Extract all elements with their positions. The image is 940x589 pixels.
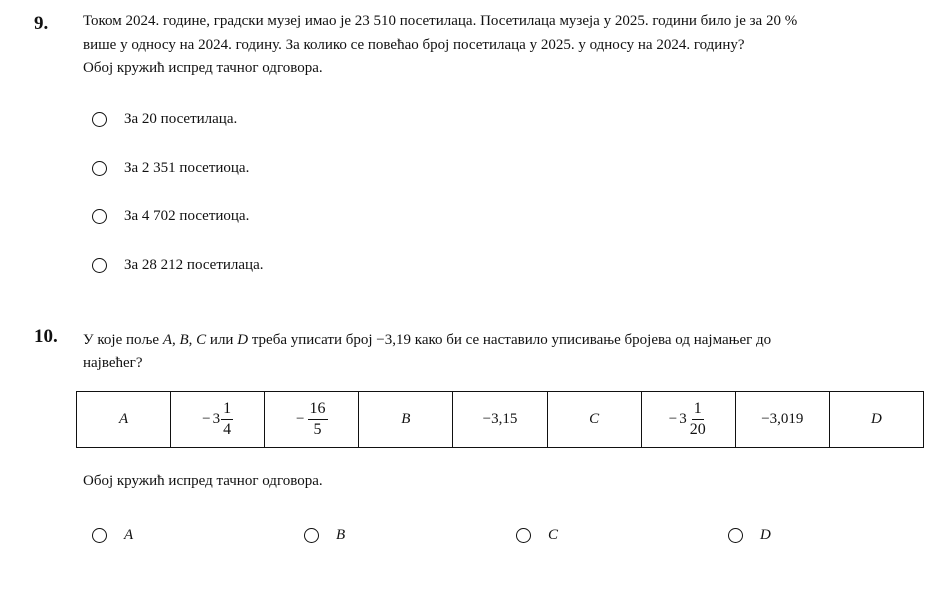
- q9-option-1[interactable]: [92, 111, 237, 128]
- q9-option-4[interactable]: [92, 257, 263, 274]
- q9-option-4-label: За 28 212 посетилаца.: [124, 257, 264, 273]
- table-row: [77, 392, 924, 448]
- radio-circle-icon[interactable]: [92, 112, 107, 127]
- numerator: 1: [221, 399, 233, 420]
- numerator: 1: [692, 399, 704, 420]
- minus-sign: −: [296, 411, 305, 427]
- denominator: 20: [689, 421, 706, 438]
- cell-decimal-3-15: −3,15: [453, 392, 547, 448]
- cell-mixed-3-1-20: [641, 392, 735, 448]
- question-10-instruction: Обој кружић испред тачног одговора.: [83, 473, 323, 489]
- q10-option-d-label: D: [760, 527, 771, 543]
- question-9-number: 9.: [34, 13, 49, 34]
- q10-option-b[interactable]: [304, 527, 345, 544]
- number-sequence-table: [76, 391, 924, 448]
- q10-text-or: или: [206, 332, 238, 348]
- denominator: 5: [313, 421, 322, 438]
- whole-part: 3: [679, 411, 687, 427]
- radio-circle-icon[interactable]: [516, 528, 531, 543]
- q10-text-d: D: [237, 332, 249, 348]
- q9-option-2[interactable]: [92, 160, 249, 177]
- minus-sign: −: [202, 411, 211, 427]
- q10-text-sep1: ,: [171, 332, 180, 348]
- q10-text-suffix: треба уписати број −3,19 како би се наставило уписивање бројева од најмањег до: [248, 332, 772, 348]
- radio-circle-icon[interactable]: [728, 528, 743, 543]
- radio-circle-icon[interactable]: [304, 528, 319, 543]
- q10-text-b: B: [179, 332, 189, 348]
- cell-fraction-16-5: [265, 392, 359, 448]
- question-9-instruction: Обој кружић испред тачног одговора.: [83, 60, 323, 76]
- numerator: 16: [308, 399, 328, 420]
- cell-d: D: [829, 392, 923, 448]
- cell-decimal-3-019: −3,019: [735, 392, 829, 448]
- q10-text-c: C: [196, 332, 207, 348]
- q9-option-2-label: За 2 351 посетиоца.: [124, 160, 250, 176]
- radio-circle-icon[interactable]: [92, 209, 107, 224]
- q10-text-prefix: У које поље: [83, 332, 163, 348]
- radio-circle-icon[interactable]: [92, 161, 107, 176]
- whole-part: 3: [212, 411, 221, 427]
- q10-text-a: A: [162, 332, 172, 348]
- q9-option-3[interactable]: [92, 208, 249, 225]
- radio-circle-icon[interactable]: [92, 528, 107, 543]
- cell-c: C: [547, 392, 641, 448]
- question-10-text-line-2: највећег?: [83, 355, 143, 371]
- cell-b: B: [359, 392, 453, 448]
- q10-option-c[interactable]: [516, 527, 558, 544]
- question-9-text-line-1: Током 2024. године, градски музеј имао је 23 510 посетилаца. Посетилаца музеја у 2025. години било је за 20 %: [83, 13, 798, 29]
- radio-circle-icon[interactable]: [92, 258, 107, 273]
- minus-sign: −: [668, 411, 678, 427]
- cell-mixed-3-1-4: [171, 392, 265, 448]
- denominator: 4: [223, 421, 232, 438]
- q9-option-3-label: За 4 702 посетиоца.: [124, 208, 250, 224]
- cell-a: A: [77, 392, 171, 448]
- q9-option-1-label: За 20 посетилаца.: [124, 111, 238, 127]
- q10-text-sep2: ,: [188, 332, 197, 348]
- q10-option-a-label: A: [124, 527, 134, 543]
- q10-option-b-label: B: [336, 527, 346, 543]
- question-9-text-line-2: више у односу на 2024. годину. За колико се повећао број посетилаца у 2025. у односу на 2024. годину?: [83, 37, 745, 53]
- q10-option-c-label: C: [548, 527, 559, 543]
- q10-option-a[interactable]: [92, 527, 133, 544]
- question-10-text-line-1: [83, 330, 771, 350]
- question-10-number: 10.: [34, 326, 58, 347]
- q10-option-d[interactable]: [728, 527, 771, 544]
